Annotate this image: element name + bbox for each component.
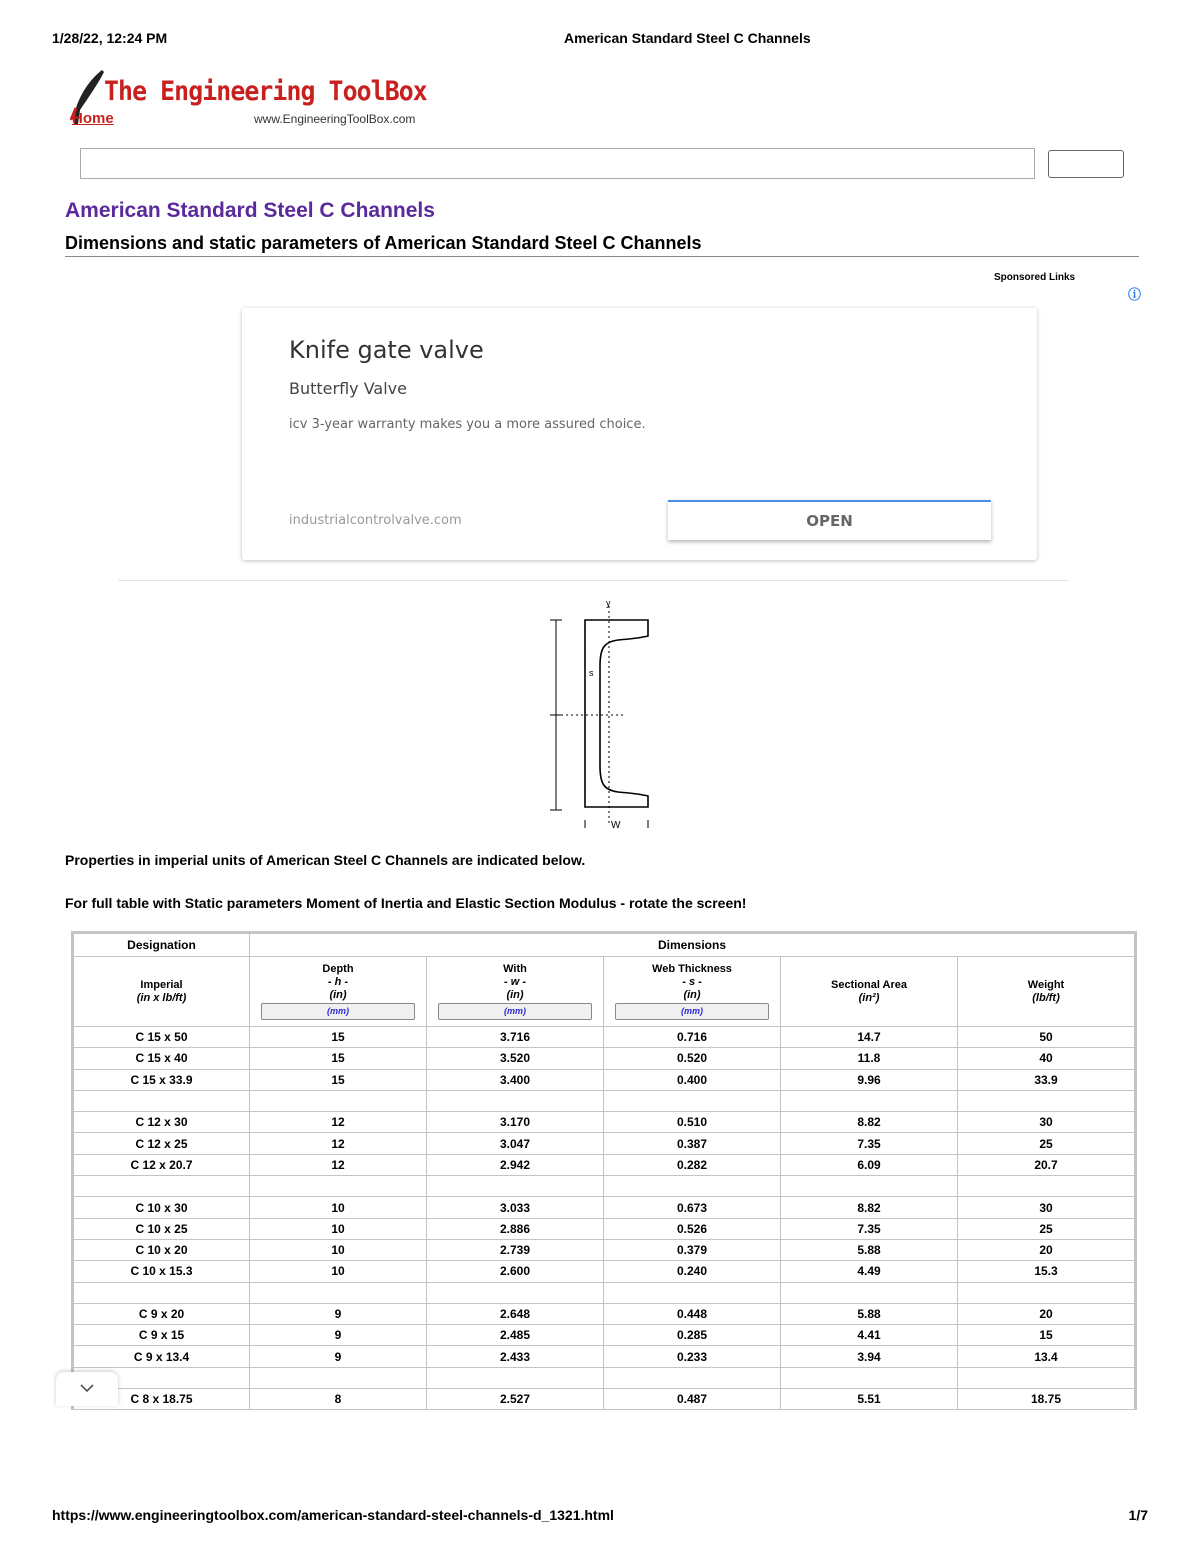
table-cell: 25 — [958, 1133, 1136, 1154]
table-cell: 5.88 — [781, 1303, 958, 1324]
table-cell: 40 — [958, 1048, 1136, 1069]
table-cell: 2.527 — [427, 1389, 604, 1410]
table-cell — [427, 1176, 604, 1197]
table-cell: 2.739 — [427, 1239, 604, 1260]
table-cell: 9 — [250, 1346, 427, 1367]
print-doc-title: American Standard Steel C Channels — [564, 30, 811, 46]
table-cell: 13.4 — [958, 1346, 1136, 1367]
table-cell: 0.526 — [604, 1218, 781, 1239]
logo-text: The Engineering ToolBox — [104, 76, 427, 107]
table-cell: 9.96 — [781, 1069, 958, 1090]
table-cell: 0.379 — [604, 1239, 781, 1260]
table-cell — [73, 1282, 250, 1303]
table-row — [73, 1197, 1136, 1218]
table-cell: 8.82 — [781, 1197, 958, 1218]
imperial-column-header — [73, 957, 250, 1027]
imperial-unit: (in x lb/ft) — [136, 991, 187, 1004]
table-cell: 12 — [250, 1133, 427, 1154]
table-cell — [427, 1367, 604, 1388]
table-cell — [427, 1090, 604, 1111]
weight-unit: (lb/ft) — [1032, 991, 1060, 1004]
table-cell: C 12 x 20.7 — [73, 1154, 250, 1175]
table-cell: 18.75 — [958, 1389, 1136, 1410]
table-cell — [427, 1282, 604, 1303]
table-cell: 14.7 — [781, 1027, 958, 1048]
table-cell: 9 — [250, 1303, 427, 1324]
table-cell: 9 — [250, 1325, 427, 1346]
page-title: American Standard Steel C Channels — [65, 199, 435, 222]
table-cell: 0.400 — [604, 1069, 781, 1090]
table-cell: C 10 x 25 — [73, 1218, 250, 1239]
ad-card[interactable] — [242, 308, 1037, 560]
table-cell: 10 — [250, 1197, 427, 1218]
table-cell: 0.510 — [604, 1112, 781, 1133]
table-cell — [958, 1282, 1136, 1303]
table-row — [73, 1303, 1136, 1324]
table-row — [73, 1239, 1136, 1260]
table-cell: C 15 x 50 — [73, 1027, 250, 1048]
table-cell: C 10 x 15.3 — [73, 1261, 250, 1282]
table-cell: C 9 x 15 — [73, 1325, 250, 1346]
search-button[interactable] — [1048, 150, 1124, 178]
rotate-hint: For full table with Static parameters Moment of Inertia and Elastic Section Modulus - rotate the screen! — [65, 895, 747, 911]
table-cell: 7.35 — [781, 1133, 958, 1154]
table-cell: 0.487 — [604, 1389, 781, 1410]
depth-symbol: - h - — [327, 976, 349, 988]
web-thickness-symbol: - s - — [682, 976, 702, 988]
table-cell: 15 — [250, 1027, 427, 1048]
table-cell: 4.49 — [781, 1261, 958, 1282]
web-thickness-column-header — [604, 957, 781, 1027]
table-spacer-row — [73, 1367, 1136, 1388]
table-cell: 33.9 — [958, 1069, 1136, 1090]
table-cell: 6.09 — [781, 1154, 958, 1175]
table-cell: 2.886 — [427, 1218, 604, 1239]
table-cell — [250, 1367, 427, 1388]
table-row — [73, 1389, 1136, 1410]
table-cell: 7.35 — [781, 1218, 958, 1239]
table-cell — [781, 1176, 958, 1197]
imperial-name: Imperial — [140, 978, 183, 991]
weight-name: Weight — [1027, 978, 1065, 991]
table-cell: 2.648 — [427, 1303, 604, 1324]
ad-subheadline: Butterfly Valve — [289, 379, 407, 398]
table-cell: 0.673 — [604, 1197, 781, 1218]
table-cell — [604, 1090, 781, 1111]
sectional-area-column-header — [781, 957, 958, 1027]
ad-headline[interactable]: Knife gate valve — [289, 336, 484, 364]
table-cell — [250, 1090, 427, 1111]
table-cell: 15 — [250, 1048, 427, 1069]
table-cell: 2.485 — [427, 1325, 604, 1346]
width-name: With — [503, 963, 527, 975]
web-thickness-name: Web Thickness — [652, 963, 732, 975]
table-cell: 0.282 — [604, 1154, 781, 1175]
table-row — [73, 1261, 1136, 1282]
ad-domain: industrialcontrolvalve.com — [289, 513, 462, 528]
ad-divider — [118, 580, 1069, 581]
table-spacer-row — [73, 1282, 1136, 1303]
table-cell: 5.51 — [781, 1389, 958, 1410]
table-row — [73, 1346, 1136, 1367]
channel-cross-section-diagram — [548, 596, 658, 836]
table-cell: C 12 x 30 — [73, 1112, 250, 1133]
table-cell: 8.82 — [781, 1112, 958, 1133]
table-cell: 12 — [250, 1112, 427, 1133]
table-cell: 0.716 — [604, 1027, 781, 1048]
table-cell: 3.033 — [427, 1197, 604, 1218]
table-cell: 4.41 — [781, 1325, 958, 1346]
table-body — [73, 1027, 1136, 1410]
table-row — [73, 1325, 1136, 1346]
table-cell: C 15 x 40 — [73, 1048, 250, 1069]
table-cell: 0.520 — [604, 1048, 781, 1069]
weight-column-header — [958, 957, 1136, 1027]
ad-description: icv 3-year warranty makes you a more assured choice. — [289, 417, 646, 432]
collapse-ad-button[interactable] — [56, 1372, 118, 1406]
table-cell: 15 — [958, 1325, 1136, 1346]
table-cell: 0.448 — [604, 1303, 781, 1324]
sponsored-label: Sponsored Links — [994, 272, 1076, 283]
table-cell: 0.233 — [604, 1346, 781, 1367]
table-spacer-row — [73, 1176, 1136, 1197]
table-row — [73, 1154, 1136, 1175]
table-cell — [250, 1282, 427, 1303]
table-cell: 50 — [958, 1027, 1136, 1048]
table-cell: 15 — [250, 1069, 427, 1090]
home-link[interactable]: Home — [72, 110, 114, 127]
table-cell: 0.387 — [604, 1133, 781, 1154]
width-unit: (in) — [506, 989, 524, 1001]
table-cell: 10 — [250, 1218, 427, 1239]
web-thickness-unit: (in) — [683, 989, 701, 1001]
site-logo[interactable] — [64, 68, 464, 128]
properties-table — [71, 931, 1137, 1410]
table-cell: C 15 x 33.9 — [73, 1069, 250, 1090]
chevron-down-icon — [80, 1383, 94, 1393]
table-cell: 20.7 — [958, 1154, 1136, 1175]
width-column-header — [427, 957, 604, 1027]
table-cell: 10 — [250, 1239, 427, 1260]
web-thickness-unit-select[interactable]: (mm) — [615, 1003, 769, 1020]
table-row — [73, 1218, 1136, 1239]
table-cell: 30 — [958, 1197, 1136, 1218]
sectional-area-unit: (in²) — [858, 991, 880, 1004]
table-cell: 3.170 — [427, 1112, 604, 1133]
page-subtitle: Dimensions and static parameters of American Standard Steel C Channels — [65, 233, 702, 253]
table-cell: 25 — [958, 1218, 1136, 1239]
table-cell: 2.600 — [427, 1261, 604, 1282]
site-url: www.EngineeringToolBox.com — [254, 112, 416, 126]
table-cell: C 9 x 20 — [73, 1303, 250, 1324]
table-cell — [73, 1176, 250, 1197]
depth-name: Depth — [322, 963, 354, 975]
table-cell: 15.3 — [958, 1261, 1136, 1282]
table-cell: 5.88 — [781, 1239, 958, 1260]
table-cell: C 10 x 30 — [73, 1197, 250, 1218]
print-date: 1/28/22, 12:24 PM — [52, 30, 168, 46]
depth-unit-select[interactable]: (mm) — [261, 1003, 415, 1020]
table-cell: C 10 x 20 — [73, 1239, 250, 1260]
figure-s-label: s — [589, 668, 594, 678]
title-divider — [65, 256, 1139, 257]
table-cell — [604, 1176, 781, 1197]
figure-w-label: W — [611, 820, 621, 831]
table-cell — [604, 1367, 781, 1388]
dimensions-header: Dimensions — [250, 933, 1136, 957]
ad-choices-icon[interactable]: ⓘ — [1128, 287, 1142, 302]
table-cell: 30 — [958, 1112, 1136, 1133]
table-cell — [604, 1282, 781, 1303]
table-cell: 3.520 — [427, 1048, 604, 1069]
properties-table-container[interactable] — [71, 931, 1134, 1407]
table-cell: C 8 x 18.75 — [73, 1389, 250, 1410]
depth-unit: (in) — [329, 989, 347, 1001]
intro-text: Properties in imperial units of American Steel C Channels are indicated below. — [65, 852, 586, 868]
table-row — [73, 1069, 1136, 1090]
search-input[interactable] — [80, 148, 1035, 179]
table-cell: 0.240 — [604, 1261, 781, 1282]
table-cell: 2.433 — [427, 1346, 604, 1367]
print-url: https://www.engineeringtoolbox.com/american-standard-steel-channels-d_1321.html — [52, 1507, 614, 1523]
width-unit-select[interactable]: (mm) — [438, 1003, 592, 1020]
table-spacer-row — [73, 1090, 1136, 1111]
table-row — [73, 1048, 1136, 1069]
table-row — [73, 1112, 1136, 1133]
sectional-area-name: Sectional Area — [830, 978, 907, 991]
table-cell: 20 — [958, 1239, 1136, 1260]
table-cell — [73, 1090, 250, 1111]
table-cell — [958, 1090, 1136, 1111]
table-cell: 12 — [250, 1154, 427, 1175]
table-cell: 11.8 — [781, 1048, 958, 1069]
table-cell: 3.716 — [427, 1027, 604, 1048]
table-row — [73, 1027, 1136, 1048]
depth-column-header — [250, 957, 427, 1027]
table-cell — [781, 1367, 958, 1388]
table-cell: 3.94 — [781, 1346, 958, 1367]
table-cell: 3.400 — [427, 1069, 604, 1090]
table-cell: C 9 x 13.4 — [73, 1346, 250, 1367]
table-cell — [781, 1282, 958, 1303]
table-cell — [958, 1176, 1136, 1197]
table-row — [73, 1133, 1136, 1154]
table-cell: 8 — [250, 1389, 427, 1410]
designation-header: Designation — [73, 933, 250, 957]
table-cell — [250, 1176, 427, 1197]
table-cell: 0.285 — [604, 1325, 781, 1346]
table-cell: 20 — [958, 1303, 1136, 1324]
table-cell: 3.047 — [427, 1133, 604, 1154]
table-cell: C 12 x 25 — [73, 1133, 250, 1154]
table-cell — [781, 1090, 958, 1111]
table-cell: 10 — [250, 1261, 427, 1282]
table-cell: 2.942 — [427, 1154, 604, 1175]
table-cell — [958, 1367, 1136, 1388]
figure-y-label: y — [606, 598, 611, 608]
width-symbol: - w - — [504, 976, 526, 988]
print-page-number: 1/7 — [1128, 1507, 1148, 1523]
ad-open-button[interactable]: OPEN — [668, 500, 991, 540]
